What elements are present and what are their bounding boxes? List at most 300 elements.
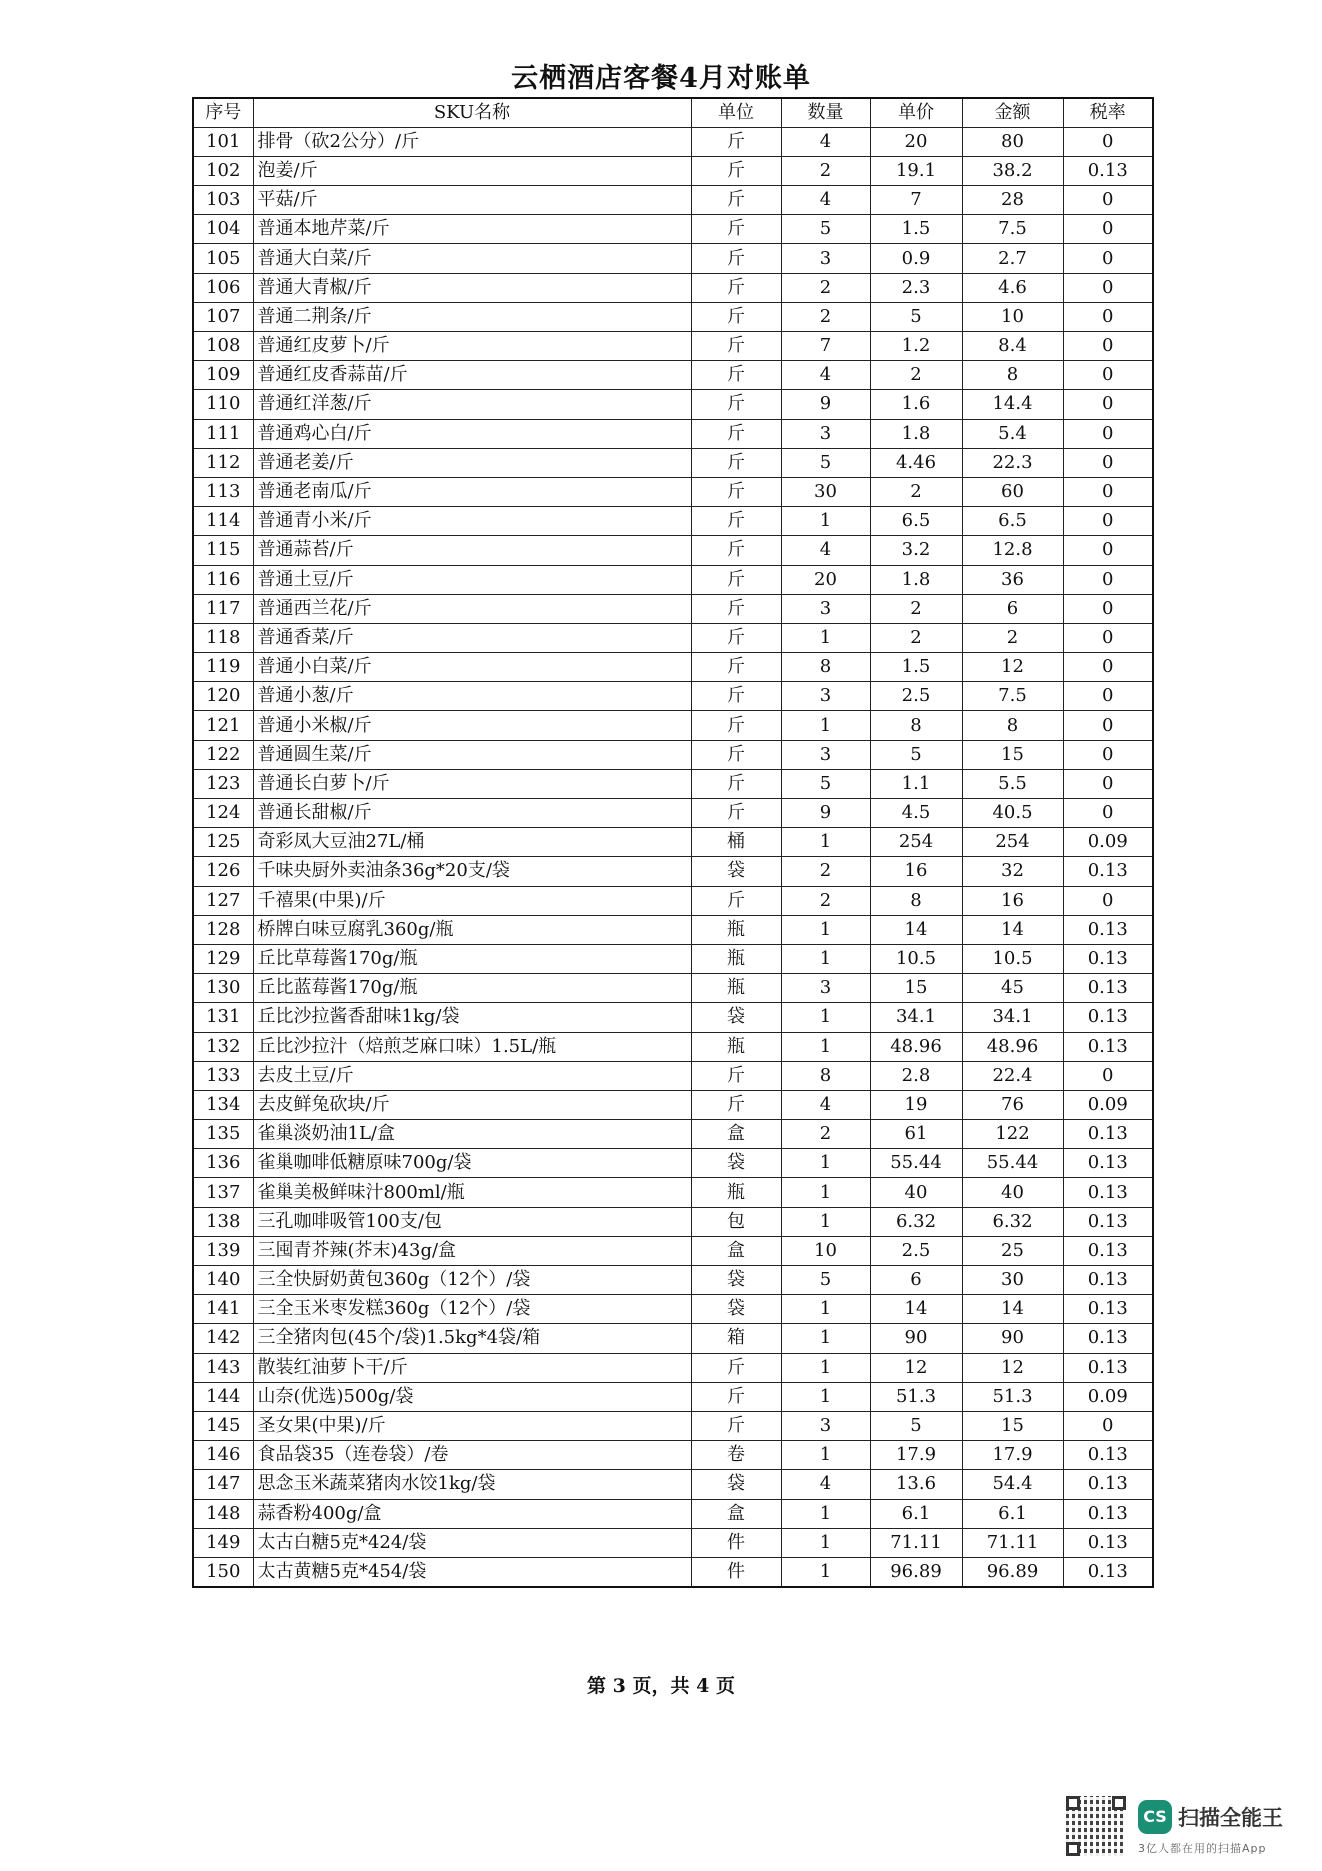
quantity-cell: 8: [781, 653, 870, 682]
unit-price-cell: 10.5: [870, 944, 962, 973]
qr-code-icon: [1066, 1796, 1126, 1856]
row-index-cell: 101: [193, 127, 253, 156]
sku-name-cell: 千禧果(中果)/斤: [253, 886, 691, 915]
unit-price-cell: 1.1: [870, 769, 962, 798]
unit-price-cell: 6.32: [870, 1207, 962, 1236]
unit-price-cell: 12: [870, 1353, 962, 1382]
unit-cell: 斤: [691, 1382, 781, 1411]
statement-table: [192, 97, 1154, 1588]
table-row: [193, 857, 1153, 886]
amount-cell: 5.5: [962, 769, 1063, 798]
tax-rate-cell: 0: [1063, 302, 1153, 331]
amount-cell: 14: [962, 1295, 1063, 1324]
sku-name-cell: 普通二荆条/斤: [253, 302, 691, 331]
row-index-cell: 121: [193, 711, 253, 740]
sku-name-cell: 普通圆生菜/斤: [253, 740, 691, 769]
col-header-quantity: 数量: [781, 98, 870, 127]
unit-price-cell: 15: [870, 974, 962, 1003]
amount-cell: 25: [962, 1236, 1063, 1265]
unit-price-cell: 2.5: [870, 682, 962, 711]
unit-cell: 斤: [691, 1061, 781, 1090]
sku-name-cell: 圣女果(中果)/斤: [253, 1411, 691, 1440]
quantity-cell: 9: [781, 799, 870, 828]
amount-cell: 10.5: [962, 944, 1063, 973]
sku-name-cell: 普通本地芹菜/斤: [253, 215, 691, 244]
row-index-cell: 109: [193, 361, 253, 390]
amount-cell: 15: [962, 740, 1063, 769]
row-index-cell: 126: [193, 857, 253, 886]
unit-price-cell: 254: [870, 828, 962, 857]
table-row: [193, 711, 1153, 740]
unit-cell: 瓶: [691, 944, 781, 973]
quantity-cell: 3: [781, 419, 870, 448]
unit-cell: 斤: [691, 1353, 781, 1382]
row-index-cell: 128: [193, 915, 253, 944]
table-row: [193, 769, 1153, 798]
table-row: [193, 1061, 1153, 1090]
row-index-cell: 148: [193, 1499, 253, 1528]
unit-price-cell: 16: [870, 857, 962, 886]
row-index-cell: 125: [193, 828, 253, 857]
quantity-cell: 1: [781, 507, 870, 536]
tax-rate-cell: 0: [1063, 711, 1153, 740]
table-row: [193, 1528, 1153, 1557]
sku-name-cell: 去皮土豆/斤: [253, 1061, 691, 1090]
amount-cell: 122: [962, 1120, 1063, 1149]
quantity-cell: 1: [781, 1382, 870, 1411]
tax-rate-cell: 0: [1063, 536, 1153, 565]
amount-cell: 254: [962, 828, 1063, 857]
sku-name-cell: 太古白糖5克*424/袋: [253, 1528, 691, 1557]
amount-cell: 48.96: [962, 1032, 1063, 1061]
sku-name-cell: 普通红洋葱/斤: [253, 390, 691, 419]
tax-rate-cell: 0: [1063, 682, 1153, 711]
row-index-cell: 122: [193, 740, 253, 769]
amount-cell: 80: [962, 127, 1063, 156]
amount-cell: 71.11: [962, 1528, 1063, 1557]
unit-cell: 盒: [691, 1236, 781, 1265]
document-title: 云栖酒店客餐4月对账单: [511, 63, 811, 94]
table-row: [193, 653, 1153, 682]
sku-name-cell: 普通老南瓜/斤: [253, 477, 691, 506]
unit-cell: 斤: [691, 653, 781, 682]
quantity-cell: 5: [781, 1266, 870, 1295]
unit-price-cell: 5: [870, 1411, 962, 1440]
quantity-cell: 1: [781, 1324, 870, 1353]
unit-price-cell: 4.5: [870, 799, 962, 828]
unit-cell: 斤: [691, 711, 781, 740]
row-index-cell: 127: [193, 886, 253, 915]
amount-cell: 45: [962, 974, 1063, 1003]
unit-cell: 斤: [691, 1090, 781, 1119]
table-row: [193, 1411, 1153, 1440]
table-row: [193, 156, 1153, 185]
tax-rate-cell: 0: [1063, 361, 1153, 390]
unit-price-cell: 8: [870, 711, 962, 740]
table-row: [193, 507, 1153, 536]
unit-price-cell: 5: [870, 302, 962, 331]
quantity-cell: 1: [781, 1003, 870, 1032]
unit-cell: 斤: [691, 419, 781, 448]
row-index-cell: 115: [193, 536, 253, 565]
tax-rate-cell: 0.13: [1063, 1266, 1153, 1295]
quantity-cell: 1: [781, 828, 870, 857]
row-index-cell: 142: [193, 1324, 253, 1353]
sku-name-cell: 普通大白菜/斤: [253, 244, 691, 273]
unit-cell: 斤: [691, 156, 781, 185]
unit-cell: 桶: [691, 828, 781, 857]
amount-cell: 6: [962, 594, 1063, 623]
quantity-cell: 9: [781, 390, 870, 419]
unit-price-cell: 96.89: [870, 1557, 962, 1586]
sku-name-cell: 普通小白菜/斤: [253, 653, 691, 682]
table-row: [193, 1353, 1153, 1382]
amount-cell: 40.5: [962, 799, 1063, 828]
quantity-cell: 3: [781, 1411, 870, 1440]
table-body: [193, 127, 1153, 1586]
quantity-cell: 2: [781, 1120, 870, 1149]
sku-name-cell: 普通长白萝卜/斤: [253, 769, 691, 798]
row-index-cell: 123: [193, 769, 253, 798]
unit-price-cell: 6.1: [870, 1499, 962, 1528]
unit-price-cell: 7: [870, 186, 962, 215]
quantity-cell: 2: [781, 302, 870, 331]
row-index-cell: 139: [193, 1236, 253, 1265]
tax-rate-cell: 0.13: [1063, 1032, 1153, 1061]
row-index-cell: 135: [193, 1120, 253, 1149]
tax-rate-cell: 0.13: [1063, 1207, 1153, 1236]
amount-cell: 8: [962, 361, 1063, 390]
unit-cell: 瓶: [691, 1178, 781, 1207]
row-index-cell: 114: [193, 507, 253, 536]
quantity-cell: 20: [781, 565, 870, 594]
unit-price-cell: 2: [870, 361, 962, 390]
sku-name-cell: 思念玉米蔬菜猪肉水饺1kg/袋: [253, 1470, 691, 1499]
unit-price-cell: 5: [870, 740, 962, 769]
unit-price-cell: 2: [870, 477, 962, 506]
table-row: [193, 215, 1153, 244]
unit-price-cell: 61: [870, 1120, 962, 1149]
table-row: [193, 419, 1153, 448]
unit-price-cell: 90: [870, 1324, 962, 1353]
sku-name-cell: 普通香菜/斤: [253, 623, 691, 652]
amount-cell: 55.44: [962, 1149, 1063, 1178]
row-index-cell: 111: [193, 419, 253, 448]
quantity-cell: 5: [781, 769, 870, 798]
table-row: [193, 127, 1153, 156]
unit-cell: 斤: [691, 769, 781, 798]
unit-cell: 袋: [691, 1470, 781, 1499]
quantity-cell: 2: [781, 273, 870, 302]
watermark-tagline: 3亿人都在用的扫描App: [1138, 1842, 1267, 1855]
unit-price-cell: 6.5: [870, 507, 962, 536]
quantity-cell: 4: [781, 1470, 870, 1499]
row-index-cell: 117: [193, 594, 253, 623]
unit-cell: 斤: [691, 273, 781, 302]
quantity-cell: 30: [781, 477, 870, 506]
table-row: [193, 1207, 1153, 1236]
col-header-tax-rate: 税率: [1063, 98, 1153, 127]
unit-cell: 斤: [691, 127, 781, 156]
quantity-cell: 1: [781, 1178, 870, 1207]
row-index-cell: 131: [193, 1003, 253, 1032]
unit-cell: 瓶: [691, 974, 781, 1003]
tax-rate-cell: 0: [1063, 332, 1153, 361]
unit-price-cell: 2: [870, 594, 962, 623]
sku-name-cell: 三全玉米枣发糕360g（12个）/袋: [253, 1295, 691, 1324]
unit-price-cell: 1.5: [870, 215, 962, 244]
amount-cell: 16: [962, 886, 1063, 915]
row-index-cell: 119: [193, 653, 253, 682]
row-index-cell: 113: [193, 477, 253, 506]
col-header-unit-price: 单价: [870, 98, 962, 127]
sku-name-cell: 普通长甜椒/斤: [253, 799, 691, 828]
sku-name-cell: 雀巢咖啡低糖原味700g/袋: [253, 1149, 691, 1178]
col-header-amount: 金额: [962, 98, 1063, 127]
unit-cell: 斤: [691, 886, 781, 915]
unit-cell: 卷: [691, 1441, 781, 1470]
sku-name-cell: 丘比沙拉汁（焙煎芝麻口味）1.5L/瓶: [253, 1032, 691, 1061]
sku-name-cell: 食品袋35（连卷袋）/卷: [253, 1441, 691, 1470]
tax-rate-cell: 0.13: [1063, 1557, 1153, 1586]
table-row: [193, 1120, 1153, 1149]
tax-rate-cell: 0: [1063, 127, 1153, 156]
table-row: [193, 244, 1153, 273]
quantity-cell: 1: [781, 1032, 870, 1061]
tax-rate-cell: 0.13: [1063, 915, 1153, 944]
tax-rate-cell: 0: [1063, 799, 1153, 828]
camscanner-logo-icon: CS: [1138, 1800, 1172, 1834]
unit-cell: 斤: [691, 302, 781, 331]
table-row: [193, 974, 1153, 1003]
table-row: [193, 448, 1153, 477]
sku-name-cell: 三全快厨奶黄包360g（12个）/袋: [253, 1266, 691, 1295]
unit-price-cell: 51.3: [870, 1382, 962, 1411]
unit-cell: 斤: [691, 186, 781, 215]
unit-price-cell: 4.46: [870, 448, 962, 477]
unit-cell: 箱: [691, 1324, 781, 1353]
amount-cell: 2.7: [962, 244, 1063, 273]
quantity-cell: 3: [781, 740, 870, 769]
quantity-cell: 1: [781, 711, 870, 740]
table-row: [193, 1382, 1153, 1411]
amount-cell: 6.32: [962, 1207, 1063, 1236]
tax-rate-cell: 0: [1063, 1061, 1153, 1090]
unit-cell: 袋: [691, 1003, 781, 1032]
quantity-cell: 1: [781, 1557, 870, 1586]
unit-cell: 包: [691, 1207, 781, 1236]
amount-cell: 22.3: [962, 448, 1063, 477]
sku-name-cell: 蒜香粉400g/盒: [253, 1499, 691, 1528]
unit-cell: 袋: [691, 857, 781, 886]
tax-rate-cell: 0.13: [1063, 1178, 1153, 1207]
table-row: [193, 302, 1153, 331]
sku-name-cell: 奇彩凤大豆油27L/桶: [253, 828, 691, 857]
sku-name-cell: 三囤青芥辣(芥末)43g/盒: [253, 1236, 691, 1265]
unit-cell: 盒: [691, 1499, 781, 1528]
unit-cell: 斤: [691, 740, 781, 769]
sku-name-cell: 去皮鲜兔砍块/斤: [253, 1090, 691, 1119]
sku-name-cell: 普通青小米/斤: [253, 507, 691, 536]
sku-name-cell: 桥牌白味豆腐乳360g/瓶: [253, 915, 691, 944]
amount-cell: 36: [962, 565, 1063, 594]
quantity-cell: 1: [781, 1295, 870, 1324]
row-index-cell: 150: [193, 1557, 253, 1586]
amount-cell: 28: [962, 186, 1063, 215]
sku-name-cell: 丘比沙拉酱香甜味1kg/袋: [253, 1003, 691, 1032]
page-number: 第 3 页，共 4 页: [587, 1675, 735, 1697]
table-row: [193, 273, 1153, 302]
row-index-cell: 104: [193, 215, 253, 244]
unit-cell: 盒: [691, 1120, 781, 1149]
unit-price-cell: 2: [870, 623, 962, 652]
amount-cell: 7.5: [962, 215, 1063, 244]
quantity-cell: 1: [781, 1353, 870, 1382]
tax-rate-cell: 0: [1063, 740, 1153, 769]
table-row: [193, 1266, 1153, 1295]
quantity-cell: 4: [781, 361, 870, 390]
unit-price-cell: 3.2: [870, 536, 962, 565]
unit-price-cell: 0.9: [870, 244, 962, 273]
tax-rate-cell: 0: [1063, 390, 1153, 419]
unit-price-cell: 17.9: [870, 1441, 962, 1470]
quantity-cell: 4: [781, 1090, 870, 1119]
row-index-cell: 124: [193, 799, 253, 828]
amount-cell: 60: [962, 477, 1063, 506]
sku-name-cell: 普通土豆/斤: [253, 565, 691, 594]
row-index-cell: 141: [193, 1295, 253, 1324]
table-row: [193, 1236, 1153, 1265]
table-row: [193, 390, 1153, 419]
amount-cell: 34.1: [962, 1003, 1063, 1032]
unit-price-cell: 2.3: [870, 273, 962, 302]
sku-name-cell: 三孔咖啡吸管100支/包: [253, 1207, 691, 1236]
quantity-cell: 1: [781, 1499, 870, 1528]
quantity-cell: 10: [781, 1236, 870, 1265]
row-index-cell: 147: [193, 1470, 253, 1499]
row-index-cell: 136: [193, 1149, 253, 1178]
tax-rate-cell: 0.13: [1063, 1470, 1153, 1499]
row-index-cell: 133: [193, 1061, 253, 1090]
unit-cell: 斤: [691, 1411, 781, 1440]
unit-price-cell: 55.44: [870, 1149, 962, 1178]
table-row: [193, 1003, 1153, 1032]
unit-price-cell: 6: [870, 1266, 962, 1295]
row-index-cell: 138: [193, 1207, 253, 1236]
tax-rate-cell: 0: [1063, 565, 1153, 594]
unit-price-cell: 2.5: [870, 1236, 962, 1265]
unit-price-cell: 13.6: [870, 1470, 962, 1499]
unit-cell: 斤: [691, 361, 781, 390]
amount-cell: 38.2: [962, 156, 1063, 185]
unit-cell: 瓶: [691, 915, 781, 944]
row-index-cell: 140: [193, 1266, 253, 1295]
quantity-cell: 1: [781, 1441, 870, 1470]
tax-rate-cell: 0.09: [1063, 1090, 1153, 1119]
amount-cell: 8.4: [962, 332, 1063, 361]
table-header-row: [193, 98, 1153, 127]
table-row: [193, 1178, 1153, 1207]
sku-name-cell: 千味央厨外卖油条36g*20支/袋: [253, 857, 691, 886]
quantity-cell: 2: [781, 156, 870, 185]
tax-rate-cell: 0: [1063, 507, 1153, 536]
sku-name-cell: 排骨（砍2公分）/斤: [253, 127, 691, 156]
col-header-sku-name: SKU名称: [253, 98, 691, 127]
sku-name-cell: 散装红油萝卜干/斤: [253, 1353, 691, 1382]
tax-rate-cell: 0.13: [1063, 1499, 1153, 1528]
unit-price-cell: 14: [870, 1295, 962, 1324]
table-row: [193, 186, 1153, 215]
tax-rate-cell: 0: [1063, 623, 1153, 652]
unit-cell: 袋: [691, 1266, 781, 1295]
table-row: [193, 1324, 1153, 1353]
quantity-cell: 8: [781, 1061, 870, 1090]
row-index-cell: 130: [193, 974, 253, 1003]
amount-cell: 10: [962, 302, 1063, 331]
unit-price-cell: 8: [870, 886, 962, 915]
sku-name-cell: 普通大青椒/斤: [253, 273, 691, 302]
quantity-cell: 2: [781, 886, 870, 915]
unit-price-cell: 2.8: [870, 1061, 962, 1090]
tax-rate-cell: 0.13: [1063, 1236, 1153, 1265]
row-index-cell: 108: [193, 332, 253, 361]
sku-name-cell: 丘比蓝莓酱170g/瓶: [253, 974, 691, 1003]
quantity-cell: 1: [781, 944, 870, 973]
unit-price-cell: 19.1: [870, 156, 962, 185]
amount-cell: 6.5: [962, 507, 1063, 536]
tax-rate-cell: 0.09: [1063, 828, 1153, 857]
tax-rate-cell: 0.13: [1063, 1149, 1153, 1178]
table-row: [193, 799, 1153, 828]
unit-cell: 斤: [691, 244, 781, 273]
sku-name-cell: 普通鸡心白/斤: [253, 419, 691, 448]
table-row: [193, 944, 1153, 973]
quantity-cell: 5: [781, 448, 870, 477]
tax-rate-cell: 0: [1063, 886, 1153, 915]
tax-rate-cell: 0.09: [1063, 1382, 1153, 1411]
unit-cell: 袋: [691, 1149, 781, 1178]
row-index-cell: 129: [193, 944, 253, 973]
amount-cell: 12: [962, 653, 1063, 682]
quantity-cell: 2: [781, 857, 870, 886]
table-row: [193, 1090, 1153, 1119]
tax-rate-cell: 0: [1063, 215, 1153, 244]
row-index-cell: 118: [193, 623, 253, 652]
sku-name-cell: 普通老姜/斤: [253, 448, 691, 477]
amount-cell: 32: [962, 857, 1063, 886]
amount-cell: 12: [962, 1353, 1063, 1382]
quantity-cell: 4: [781, 186, 870, 215]
tax-rate-cell: 0.13: [1063, 944, 1153, 973]
row-index-cell: 149: [193, 1528, 253, 1557]
unit-cell: 袋: [691, 1295, 781, 1324]
sku-name-cell: 普通蒜苔/斤: [253, 536, 691, 565]
unit-price-cell: 1.6: [870, 390, 962, 419]
amount-cell: 30: [962, 1266, 1063, 1295]
unit-price-cell: 1.8: [870, 419, 962, 448]
unit-cell: 斤: [691, 507, 781, 536]
quantity-cell: 7: [781, 332, 870, 361]
amount-cell: 5.4: [962, 419, 1063, 448]
table-row: [193, 886, 1153, 915]
tax-rate-cell: 0: [1063, 769, 1153, 798]
amount-cell: 14.4: [962, 390, 1063, 419]
table-row: [193, 594, 1153, 623]
quantity-cell: 4: [781, 127, 870, 156]
unit-price-cell: 1.2: [870, 332, 962, 361]
sku-name-cell: 普通小葱/斤: [253, 682, 691, 711]
table-row: [193, 1295, 1153, 1324]
